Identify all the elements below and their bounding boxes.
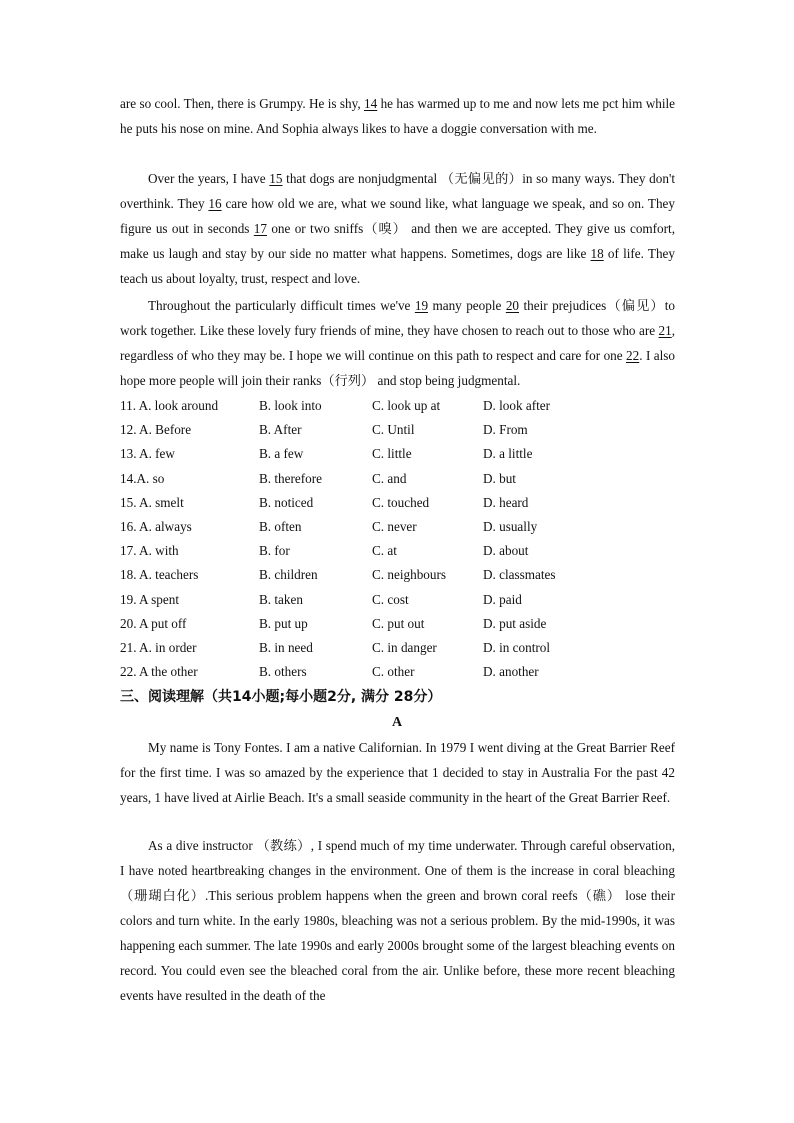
option-d: D. classmates: [483, 567, 556, 583]
option-a: 22. A the other: [120, 664, 198, 680]
option-a: 11. A. look around: [120, 398, 219, 413]
option-c: C. little: [372, 446, 412, 462]
option-c: C. in danger: [372, 639, 437, 655]
option-a: 13. A. few: [120, 446, 175, 462]
text-run: Throughout the particularly difficult times we've: [148, 298, 415, 313]
option-b: B. After: [259, 422, 302, 438]
text-run: that dogs are nonjudgmental （无偏见的）in so many ways. They don't overthink. They: [120, 171, 675, 211]
option-row: [120, 660, 680, 684]
text-run: are so cool. Then, there is Grumpy. He is shy,: [120, 96, 365, 111]
answer-options: [120, 394, 680, 684]
blank-17: 17: [253, 221, 267, 236]
option-c: C. Until: [372, 422, 415, 438]
option-c: C. look up at: [372, 398, 441, 413]
option-b: B. a few: [259, 446, 304, 462]
option-a: 15. A. smelt: [120, 494, 184, 510]
option-a: 14.A. so: [120, 470, 165, 486]
option-c: C. and: [372, 470, 407, 486]
option-c: C. touched: [372, 494, 430, 510]
option-c: C. never: [372, 518, 417, 534]
option-d: D. usually: [483, 518, 538, 534]
option-row: [120, 467, 680, 491]
option-a: 17. A. with: [120, 543, 179, 559]
blank-21: 21: [658, 323, 672, 338]
option-row: [120, 539, 680, 563]
option-row: [120, 442, 680, 466]
option-d: D. heard: [483, 494, 529, 510]
text-run: he has warmed up to me and now lets me pct him while he puts his nose on mine. And Sophia always likes to have a doggie conversation with me.: [120, 96, 676, 136]
blank-20: 20: [505, 298, 520, 313]
option-row: [120, 563, 680, 587]
option-c: C. at: [372, 543, 397, 559]
reading-paragraph-1: My name is Tony Fontes. I am a native Californian. In 1979 I went diving at the Great Barrier Reef for the first time. I was so amazed by the experience that 1 decided to stay in Australia For the past 42 years, 1 have lived at Airlie Beach. It's a small seaside community in the heart of the Great Barrier Reef.: [120, 740, 675, 805]
blank-18: 18: [590, 246, 604, 261]
option-row: [120, 394, 680, 418]
option-c: C. other: [372, 664, 415, 680]
option-b: B. therefore: [259, 470, 322, 486]
cloze-paragraph-2: [120, 166, 675, 291]
passage-label: A: [391, 715, 403, 730]
text-run: one or two sniffs（嗅） and then we are accepted. They give us comfort, make us laugh and stay by our side no matter what happens. Sometimes, dogs are like: [120, 221, 676, 261]
option-b: B. look into: [259, 398, 322, 413]
option-row: [120, 588, 680, 612]
option-b: B. noticed: [259, 494, 314, 510]
text-run: of life. They teach us about loyalty, trust, respect and love.: [120, 246, 675, 286]
option-row: [120, 515, 680, 539]
option-d: D. paid: [483, 591, 522, 607]
blank-22: 22: [626, 348, 640, 363]
option-d: D. another: [483, 664, 539, 680]
option-c: C. cost: [372, 591, 409, 607]
option-b: B. for: [259, 543, 290, 559]
option-row: [120, 418, 680, 442]
blank-19: 19: [414, 298, 429, 313]
option-row: [120, 612, 680, 636]
blank-16: 16: [208, 196, 222, 211]
text-run: , regardless of who they may be. I hope we will continue on this path to respect and care for one: [120, 323, 675, 363]
blank-15: 15: [269, 171, 283, 186]
option-b: B. children: [259, 567, 318, 583]
option-d: D. in control: [483, 639, 551, 655]
option-a: 18. A. teachers: [120, 567, 199, 583]
text-run: many people: [428, 298, 506, 313]
reading-paragraph-2: As a dive instructor （教练）, I spend much of my time underwater. Through careful observation, I have noted heartbreaking changes in the environment. One of them is the increase in coral bleaching （珊瑚白化）.This serious problem happens when the green and brown coral reefs（礁） lose their colors and turn white. In the early 1980s, bleaching was not a serious problem. By the mid-1990s, it was happening each summer. The late 1990s and early 2000s brought some of the largest bleaching events on record. You could even see the bleached coral from the air. Unlike before, these more recent bleaching events have resulted in the death of the: [120, 838, 675, 1003]
option-b: B. others: [259, 664, 307, 680]
text-run: care how old we are, what we sound like, what language we speak, and so on. They figure us out in seconds: [120, 196, 675, 236]
option-b: B. often: [259, 518, 302, 534]
option-d: D. look after: [483, 398, 551, 413]
section-heading: 三、阅读理解（共14小题;每小题2分, 满分 28分）: [120, 689, 442, 705]
option-b: B. taken: [259, 591, 303, 607]
cloze-paragraph-3: [120, 293, 675, 393]
option-row: [120, 491, 680, 515]
option-row: [120, 636, 680, 660]
option-b: B. put up: [259, 615, 308, 631]
option-a: 12. A. Before: [120, 422, 192, 438]
option-d: D. put aside: [483, 615, 547, 631]
option-a: 21. A. in order: [120, 639, 197, 655]
option-c: C. neighbours: [372, 567, 446, 583]
option-d: D. but: [483, 470, 516, 486]
option-b: B. in need: [259, 639, 313, 655]
option-d: D. about: [483, 543, 529, 559]
option-a: 16. A. always: [120, 518, 192, 534]
option-a: 19. A spent: [120, 591, 179, 607]
option-d: D. From: [483, 422, 528, 438]
blank-14: 14: [364, 96, 378, 111]
text-run: Over the years, I have: [148, 171, 270, 186]
text-run: their prejudices（偏见）to work together. Like these lovely fury friends of mine, they have chosen to reach out to those who are: [120, 298, 676, 338]
cloze-paragraph-1: [120, 91, 675, 141]
option-d: D. a little: [483, 446, 533, 462]
option-c: C. put out: [372, 615, 425, 631]
option-a: 20. A put off: [120, 615, 187, 631]
text-run: . I also hope more people will join their ranks（行列） and stop being judgmental.: [120, 348, 675, 388]
